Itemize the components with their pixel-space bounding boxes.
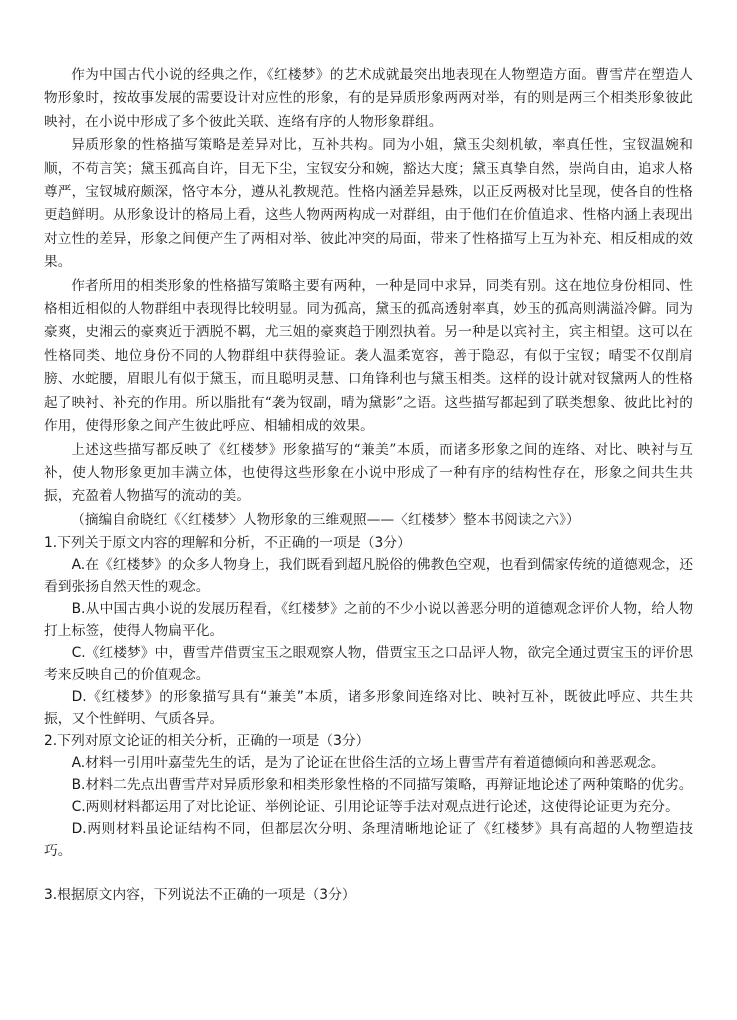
reading-passage: [44, 64, 693, 532]
question-2-option-d[interactable]: D.两则材料虽论证结构不同，但都层次分明、条理清晰地论证了《红楼梦》具有高超的人物塑造技巧。: [44, 821, 693, 860]
question-3-title: 3.根据原文内容，下列说法不正确的一项是（3分）: [44, 887, 356, 904]
passage-paragraph-4: 上述这些描写都反映了《红楼梦》形象描写的“兼美”本质，而诸多形象之间的连络、对比、映衬与互补，使人物形象更加丰满立体，也使得这些形象在小说中形成了一种有序的结构性存在，形象之间共生共振，充盈着人物描写的流动的美。: [44, 441, 693, 505]
question-1-option-c[interactable]: C.《红楼梦》中，曹雪芹借贾宝玉之眼观察人物，借贾宝玉之口品评人物，欲完全通过贾宝玉的评价思考来反映自己的价值观念。: [44, 645, 693, 684]
question-1: [44, 532, 693, 730]
question-spacer: [44, 862, 693, 884]
question-1-option-b[interactable]: B.从中国古典小说的发展历程看，《红楼梦》之前的不少小说以善恶分明的道德观念评价人物，给人物打上标签，使得人物扁平化。: [44, 601, 693, 640]
passage-paragraph-1: 作为中国古代小说的经典之作，《红楼梦》的艺术成就最突出地表现在人物塑造方面。曹雪芹在塑造人物形象时，按故事发展的需要设计对应性的形象，有的是异质形象两两对举，有的则是两三个相类形象彼此映衬，在小说中形成了多个彼此关联、连络有序的人物形象群组。: [44, 67, 693, 130]
question-3: [44, 884, 693, 906]
question-1-option-d[interactable]: D.《红楼梦》的形象描写具有“兼美”本质，诸多形象间连络对比、映衬互补，既彼此呼应、共生共振，又个性鲜明、气质各异。: [44, 689, 693, 728]
question-2-title: 2.下列对原文论证的相关分析，正确的一项是（3分）: [44, 733, 370, 750]
question-1-title: 1.下列关于原文内容的理解和分析，不正确的一项是（3分）: [44, 535, 411, 552]
passage-paragraph-3: 作者所用的相类形象的性格描写策略主要有两种，一种是同中求异，同类有别。这在地位身份相同、性格相近相似的人物群组中表现得比较明显。同为孤高，黛玉的孤高透射率真，妙玉的孤高则满溢冷僻。同为豪爽，史湘云的豪爽近于洒脱不羁，尤三姐的豪爽趋于刚烈执着。另一种是以宾衬主，宾主相望。这可以在性格同类、地位身份不同的人物群组中获得验证。袭人温柔宽容，善于隐忍，有似于宝钗；晴雯不仅削肩膀、水蛇腰，眉眼儿有似于黛玉，而且聪明灵慧、口角锋利也与黛玉相类。这样的设计就对钗黛两人的性格起了映衬、补充的作用。所以脂批有“袭为钗副，晴为黛影”之语。这些描写都起到了联类想象、彼此比衬的作用，使得形象之间产生彼此呼应、相辅相成的效果。: [44, 277, 693, 435]
passage-source: （摘编自俞晓红《〈红楼梦〉人物形象的三维观照——〈红楼梦〉整本书阅读之六》）: [71, 511, 580, 528]
question-2-option-b[interactable]: B.材料二先点出曹雪芹对异质形象和相类形象性格的不同描写策略，再辩证地论述了两种策略的优劣。: [71, 777, 693, 794]
question-1-option-a[interactable]: A.在《红楼梦》的众多人物身上，我们既看到超凡脱俗的佛教色空观，也看到儒家传统的道德观念，还看到张扬自然天性的观念。: [44, 557, 693, 596]
question-2: [44, 730, 693, 862]
passage-paragraph-2: 异质形象的性格描写策略是差异对比，互补共构。同为小姐，黛玉尖刻机敏，率真任性，宝钗温婉和顺，不苟言笑；黛玉孤高自许，目无下尘，宝钗安分和婉，豁达大度；黛玉真挚自然，崇尚自由，追求人格尊严，宝钗城府颇深，恪守本分，遵从礼教规范。性格内涵差异悬殊，以正反两极对比呈现，使各自的性格更趋鲜明。从形象设计的格局上看，这些人物两两构成一对群组，由于他们在价值追求、性格内涵上表现出对立性的差异，形象之间便产生了两相对举、彼此冲突的局面，带来了性格描写上互为补充、相反相成的效果。: [44, 137, 693, 271]
question-2-option-c[interactable]: C.两则材料都运用了对比论证、举例论证、引用论证等手法对观点进行论述，这使得论证更为充分。: [71, 799, 679, 816]
question-2-option-a[interactable]: A.材料一引用叶嘉莹先生的话，是为了论证在世俗生活的立场上曹雪芹有着道德倾向和善恶观念。: [71, 755, 665, 772]
question-list: [44, 532, 693, 906]
